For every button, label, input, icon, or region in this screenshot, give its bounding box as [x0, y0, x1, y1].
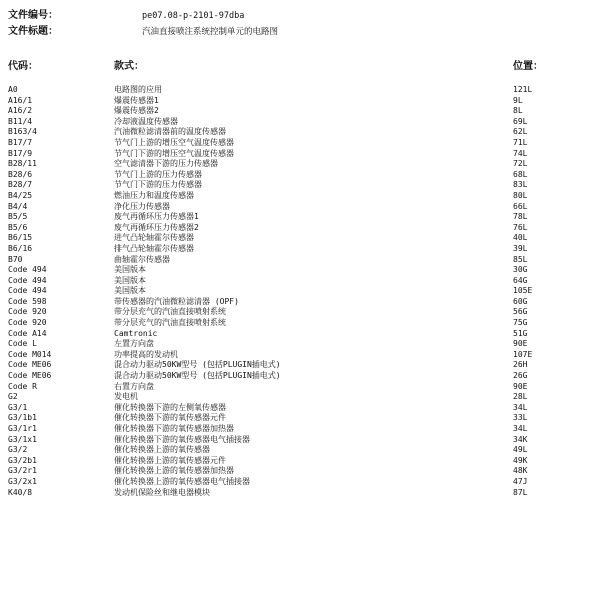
cell-position: 69L — [513, 116, 528, 126]
cell-code: Code ME06 — [8, 360, 52, 370]
cell-position: 49K — [513, 455, 528, 465]
table-row — [8, 223, 593, 234]
table-row — [8, 265, 593, 276]
cell-code: G3/1x1 — [8, 434, 37, 444]
cell-position: 60G — [513, 296, 528, 306]
table-row — [8, 360, 593, 371]
cell-position: 62L — [513, 127, 528, 137]
cell-name: 节气门上游的压力传感器 — [114, 169, 202, 179]
cell-position: 33L — [513, 413, 528, 423]
cell-code: G3/1r1 — [8, 424, 37, 433]
cell-position: 80L — [513, 190, 528, 200]
table-row — [8, 96, 593, 107]
cell-position: 28L — [513, 392, 528, 402]
table-row — [8, 403, 593, 414]
table-row — [8, 329, 593, 340]
cell-name: 美国版本 — [114, 286, 146, 296]
cell-code: B17/9 — [8, 148, 33, 158]
cell-name: 功率提高的发动机 — [114, 349, 178, 359]
cell-name: 燃油压力和温度传感器 — [114, 190, 194, 200]
table-row — [8, 127, 593, 138]
cell-position: 83L — [513, 180, 528, 190]
table-row — [8, 149, 593, 160]
cell-position: 48K — [513, 466, 528, 476]
table-row — [8, 159, 593, 170]
cell-name: 废气再循环压力传感器1 — [114, 212, 199, 222]
cell-code: A0 — [8, 85, 18, 94]
doc-title-label: 文件标题： — [8, 26, 58, 37]
cell-position: 8L — [513, 106, 523, 116]
cell-name: 发电机 — [114, 392, 138, 402]
cell-code: K40/8 — [8, 487, 33, 497]
cell-code: Code M014 — [8, 349, 52, 359]
cell-name: 冷却液温度传感器 — [114, 116, 178, 126]
table-row — [8, 392, 593, 403]
table-row — [8, 255, 593, 266]
doc-number-label: 文件编号： — [8, 10, 58, 21]
table-row — [8, 106, 593, 117]
cell-position: 76L — [513, 222, 528, 232]
cell-code: B6/16 — [8, 243, 33, 253]
cell-name: Camtronic — [114, 328, 158, 338]
cell-name: 带分层充气的汽油直接喷射系统 — [114, 307, 226, 317]
cell-name: 混合动力驱动50KW型号 (包括PLUGIN插电式) — [114, 360, 281, 370]
cell-position: 56G — [513, 307, 528, 317]
cell-code: B5/5 — [8, 212, 28, 222]
cell-code: B6/15 — [8, 233, 33, 243]
cell-code: Code A14 — [8, 328, 47, 338]
table-row — [8, 117, 593, 128]
table-row — [8, 307, 593, 318]
cell-name: 空气滤清器下游的压力传感器 — [114, 159, 218, 169]
cell-code: G3/1 — [8, 402, 28, 412]
cell-position: 74L — [513, 148, 528, 158]
cell-name: 美国版本 — [114, 275, 146, 285]
cell-name: 催化转换器上游的氧传感器加热器 — [114, 466, 234, 476]
table-row — [8, 466, 593, 477]
table-row — [8, 276, 593, 287]
cell-position: 47J — [513, 476, 528, 486]
cell-code: Code R — [8, 381, 37, 391]
cell-position: 9L — [513, 95, 523, 105]
table-row — [8, 445, 593, 456]
cell-code: B17/7 — [8, 137, 33, 147]
cell-name: 左置方向盘 — [114, 339, 154, 349]
cell-code: A16/2 — [8, 106, 33, 116]
cell-name: 净化压力传感器 — [114, 201, 170, 211]
document-header — [8, 8, 588, 40]
cell-name: 催化转换器上游的氧传感器 — [114, 445, 210, 455]
cell-name: 发动机保险丝和继电器模块 — [114, 487, 210, 497]
cell-code: G2 — [8, 392, 18, 402]
cell-name: 右置方向盘 — [114, 381, 154, 391]
table-row — [8, 424, 593, 435]
cell-position: 34L — [513, 424, 528, 433]
cell-name: 催化转换器下游的氧传感器元件 — [114, 413, 226, 423]
cell-code: B4/25 — [8, 190, 33, 200]
cell-name: 混合动力驱动50KW型号 (包括PLUGIN插电式) — [114, 371, 281, 381]
table-row — [8, 180, 593, 191]
cell-name: 节气门下游的压力传感器 — [114, 180, 202, 190]
cell-position: 26H — [513, 360, 528, 370]
cell-position: 105E — [513, 286, 533, 296]
cell-code: B28/6 — [8, 169, 33, 179]
cell-code: B4/4 — [8, 201, 28, 211]
cell-name: 节气门下游的增压空气温度传感器 — [114, 148, 234, 158]
table-row — [8, 413, 593, 424]
doc-number-row — [8, 8, 588, 24]
cell-code: Code 598 — [8, 296, 47, 306]
table-row — [8, 350, 593, 361]
cell-name: 进气凸轮轴霍尔传感器 — [114, 233, 194, 243]
cell-position: 26G — [513, 371, 528, 381]
cell-name: 带分层充气的汽油直接喷射系统 — [114, 318, 226, 328]
table-row — [8, 382, 593, 393]
table-row — [8, 138, 593, 149]
cell-code: G3/2r1 — [8, 466, 37, 476]
cell-position: 66L — [513, 201, 528, 211]
cell-code: Code 494 — [8, 275, 47, 285]
cell-code: Code 494 — [8, 265, 47, 275]
table-row — [8, 488, 593, 499]
cell-name: 美国版本 — [114, 265, 146, 275]
cell-code: Code ME06 — [8, 371, 52, 381]
cell-code: B28/7 — [8, 180, 33, 190]
table-row — [8, 477, 593, 488]
table-row — [8, 85, 593, 96]
table-header — [8, 58, 593, 76]
cell-position: 34L — [513, 402, 528, 412]
table-row — [8, 371, 593, 382]
cell-name: 催化转换器上游的氧传感器电气插接器 — [114, 476, 250, 486]
table-row — [8, 233, 593, 244]
cell-position: 30G — [513, 265, 528, 275]
cell-code: G3/1b1 — [8, 413, 37, 423]
cell-name: 爆震传感器1 — [114, 95, 159, 105]
cell-position: 107E — [513, 349, 533, 359]
table-row — [8, 456, 593, 467]
cell-code: Code 494 — [8, 286, 47, 296]
table-row — [8, 286, 593, 297]
cell-code: Code 920 — [8, 318, 47, 328]
cell-name: 电路图的应用 — [114, 85, 162, 94]
cell-code: Code L — [8, 339, 37, 349]
table-row — [8, 297, 593, 308]
table-row — [8, 435, 593, 446]
cell-code: G3/2 — [8, 445, 28, 455]
cell-position: 39L — [513, 243, 528, 253]
cell-code: G3/2b1 — [8, 455, 37, 465]
table-row — [8, 170, 593, 181]
cell-name: 废气再循环压力传感器2 — [114, 222, 199, 232]
cell-name: 催化转换器下游的氧传感器加热器 — [114, 424, 234, 433]
cell-name: 催化转换器下游的左侧氧传感器 — [114, 402, 226, 412]
cell-position: 78L — [513, 212, 528, 222]
cell-name: 汽油微粒滤清器前的温度传感器 — [114, 127, 226, 137]
column-header-name: 款式： — [114, 61, 144, 72]
cell-name: 催化转换器下游的氧传感器电气插接器 — [114, 434, 250, 444]
cell-position: 71L — [513, 137, 528, 147]
cell-position: 64G — [513, 275, 528, 285]
table-row — [8, 202, 593, 213]
cell-name: 排气凸轮轴霍尔传感器 — [114, 243, 194, 253]
doc-title-row — [8, 24, 588, 40]
column-header-code: 代码： — [8, 61, 38, 72]
cell-code: B11/4 — [8, 116, 33, 126]
cell-code: B70 — [8, 254, 23, 264]
cell-code: B28/11 — [8, 159, 37, 169]
cell-position: 34K — [513, 434, 528, 444]
cell-position: 72L — [513, 159, 528, 169]
cell-position: 68L — [513, 169, 528, 179]
table-row — [8, 244, 593, 255]
cell-name: 催化转换器上游的氧传感器元件 — [114, 455, 226, 465]
cell-code: B5/6 — [8, 222, 28, 232]
cell-code: B163/4 — [8, 127, 37, 137]
doc-title-value: 汽油直接喷注系统控制单元的电路图 — [142, 27, 279, 37]
cell-position: 75G — [513, 318, 528, 328]
cell-position: 51G — [513, 328, 528, 338]
cell-position: 85L — [513, 254, 528, 264]
cell-position: 121L — [513, 85, 533, 94]
cell-position: 49L — [513, 445, 528, 455]
table-row — [8, 212, 593, 223]
doc-number-value: pe07.08-p-2101-97dba — [142, 11, 245, 21]
cell-code: G3/2x1 — [8, 476, 37, 486]
cell-code: Code 920 — [8, 307, 47, 317]
cell-position: 40L — [513, 233, 528, 243]
cell-code: A16/1 — [8, 95, 33, 105]
cell-name: 带传感器的汽油微粒滤清器 (OPF) — [114, 296, 239, 306]
cell-name: 爆震传感器2 — [114, 106, 159, 116]
cell-name: 节气门上游的增压空气温度传感器 — [114, 137, 234, 147]
cell-position: 87L — [513, 487, 528, 497]
cell-position: 90E — [513, 381, 528, 391]
table-body — [8, 85, 593, 498]
column-header-position: 位置： — [513, 61, 543, 72]
table-row — [8, 318, 593, 329]
cell-name: 曲轴霍尔传感器 — [114, 254, 170, 264]
table-row — [8, 191, 593, 202]
table-row — [8, 339, 593, 350]
cell-position: 90E — [513, 339, 528, 349]
